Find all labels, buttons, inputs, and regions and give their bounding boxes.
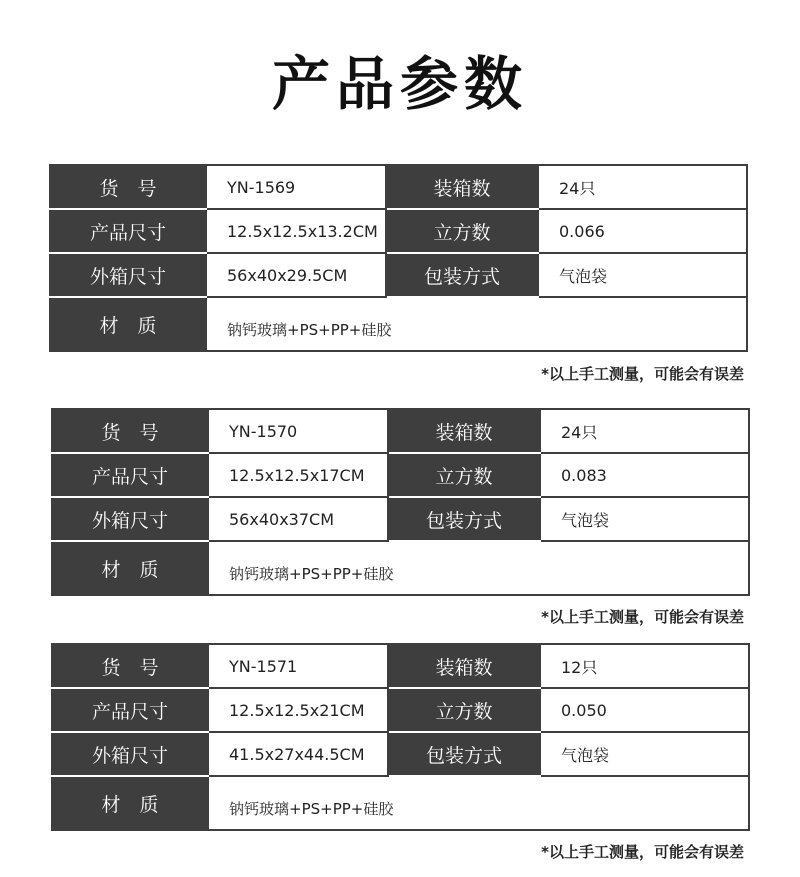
item-no-label: 货 号	[52, 644, 208, 688]
table-row	[50, 253, 747, 297]
qty-per-carton-label: 装箱数	[386, 165, 538, 209]
cbm-label: 立方数	[386, 209, 538, 253]
cbm-label: 立方数	[388, 688, 540, 732]
product-size-value: 12.5x12.5x21CM	[208, 688, 388, 732]
table-row	[50, 297, 747, 351]
carton-size-value: 56x40x37CM	[208, 497, 388, 541]
product-size-value: 12.5x12.5x13.2CM	[206, 209, 386, 253]
packing-label: 包装方式	[388, 497, 540, 541]
product-size-label: 产品尺寸	[50, 209, 206, 253]
qty-per-carton-value: 24只	[540, 409, 749, 453]
material-value: 钠钙玻璃+PS+PP+硅胶	[208, 541, 749, 595]
product-size-value: 12.5x12.5x17CM	[208, 453, 388, 497]
cbm-value: 0.066	[538, 209, 747, 253]
item-no-value: YN-1569	[206, 165, 386, 209]
carton-size-value: 56x40x29.5CM	[206, 253, 386, 297]
carton-size-label: 外箱尺寸	[52, 497, 208, 541]
qty-per-carton-value: 24只	[538, 165, 747, 209]
material-label: 材 质	[52, 776, 208, 830]
product-size-label: 产品尺寸	[52, 688, 208, 732]
packing-value: 气泡袋	[540, 732, 749, 776]
table-row	[50, 165, 747, 209]
qty-per-carton-label: 装箱数	[388, 409, 540, 453]
table-row	[52, 541, 749, 595]
table-row	[52, 732, 749, 776]
cbm-value: 0.050	[540, 688, 749, 732]
item-no-label: 货 号	[52, 409, 208, 453]
spec-table-yn-1571	[51, 643, 750, 831]
qty-per-carton-value: 12只	[540, 644, 749, 688]
material-label: 材 质	[50, 297, 206, 351]
material-value: 钠钙玻璃+PS+PP+硅胶	[208, 776, 749, 830]
page-title: 产品参数	[271, 50, 528, 118]
material-label: 材 质	[52, 541, 208, 595]
qty-per-carton-label: 装箱数	[388, 644, 540, 688]
packing-label: 包装方式	[388, 732, 540, 776]
measurement-note: *以上手工测量，可能会有误差	[541, 843, 744, 861]
material-value: 钠钙玻璃+PS+PP+硅胶	[206, 297, 747, 351]
item-no-value: YN-1571	[208, 644, 388, 688]
carton-size-label: 外箱尺寸	[50, 253, 206, 297]
table-row	[50, 209, 747, 253]
packing-label: 包装方式	[386, 253, 538, 297]
packing-value: 气泡袋	[540, 497, 749, 541]
item-no-value: YN-1570	[208, 409, 388, 453]
table-row	[52, 688, 749, 732]
spec-table-yn-1570	[51, 408, 750, 596]
carton-size-value: 41.5x27x44.5CM	[208, 732, 388, 776]
table-row	[52, 453, 749, 497]
product-size-label: 产品尺寸	[52, 453, 208, 497]
item-no-label: 货 号	[50, 165, 206, 209]
measurement-note: *以上手工测量，可能会有误差	[541, 365, 744, 383]
table-row	[52, 497, 749, 541]
table-row	[52, 409, 749, 453]
measurement-note: *以上手工测量，可能会有误差	[541, 608, 744, 626]
carton-size-label: 外箱尺寸	[52, 732, 208, 776]
table-row	[52, 776, 749, 830]
table-row	[52, 644, 749, 688]
spec-table-yn-1569	[49, 164, 748, 352]
packing-value: 气泡袋	[538, 253, 747, 297]
cbm-label: 立方数	[388, 453, 540, 497]
cbm-value: 0.083	[540, 453, 749, 497]
